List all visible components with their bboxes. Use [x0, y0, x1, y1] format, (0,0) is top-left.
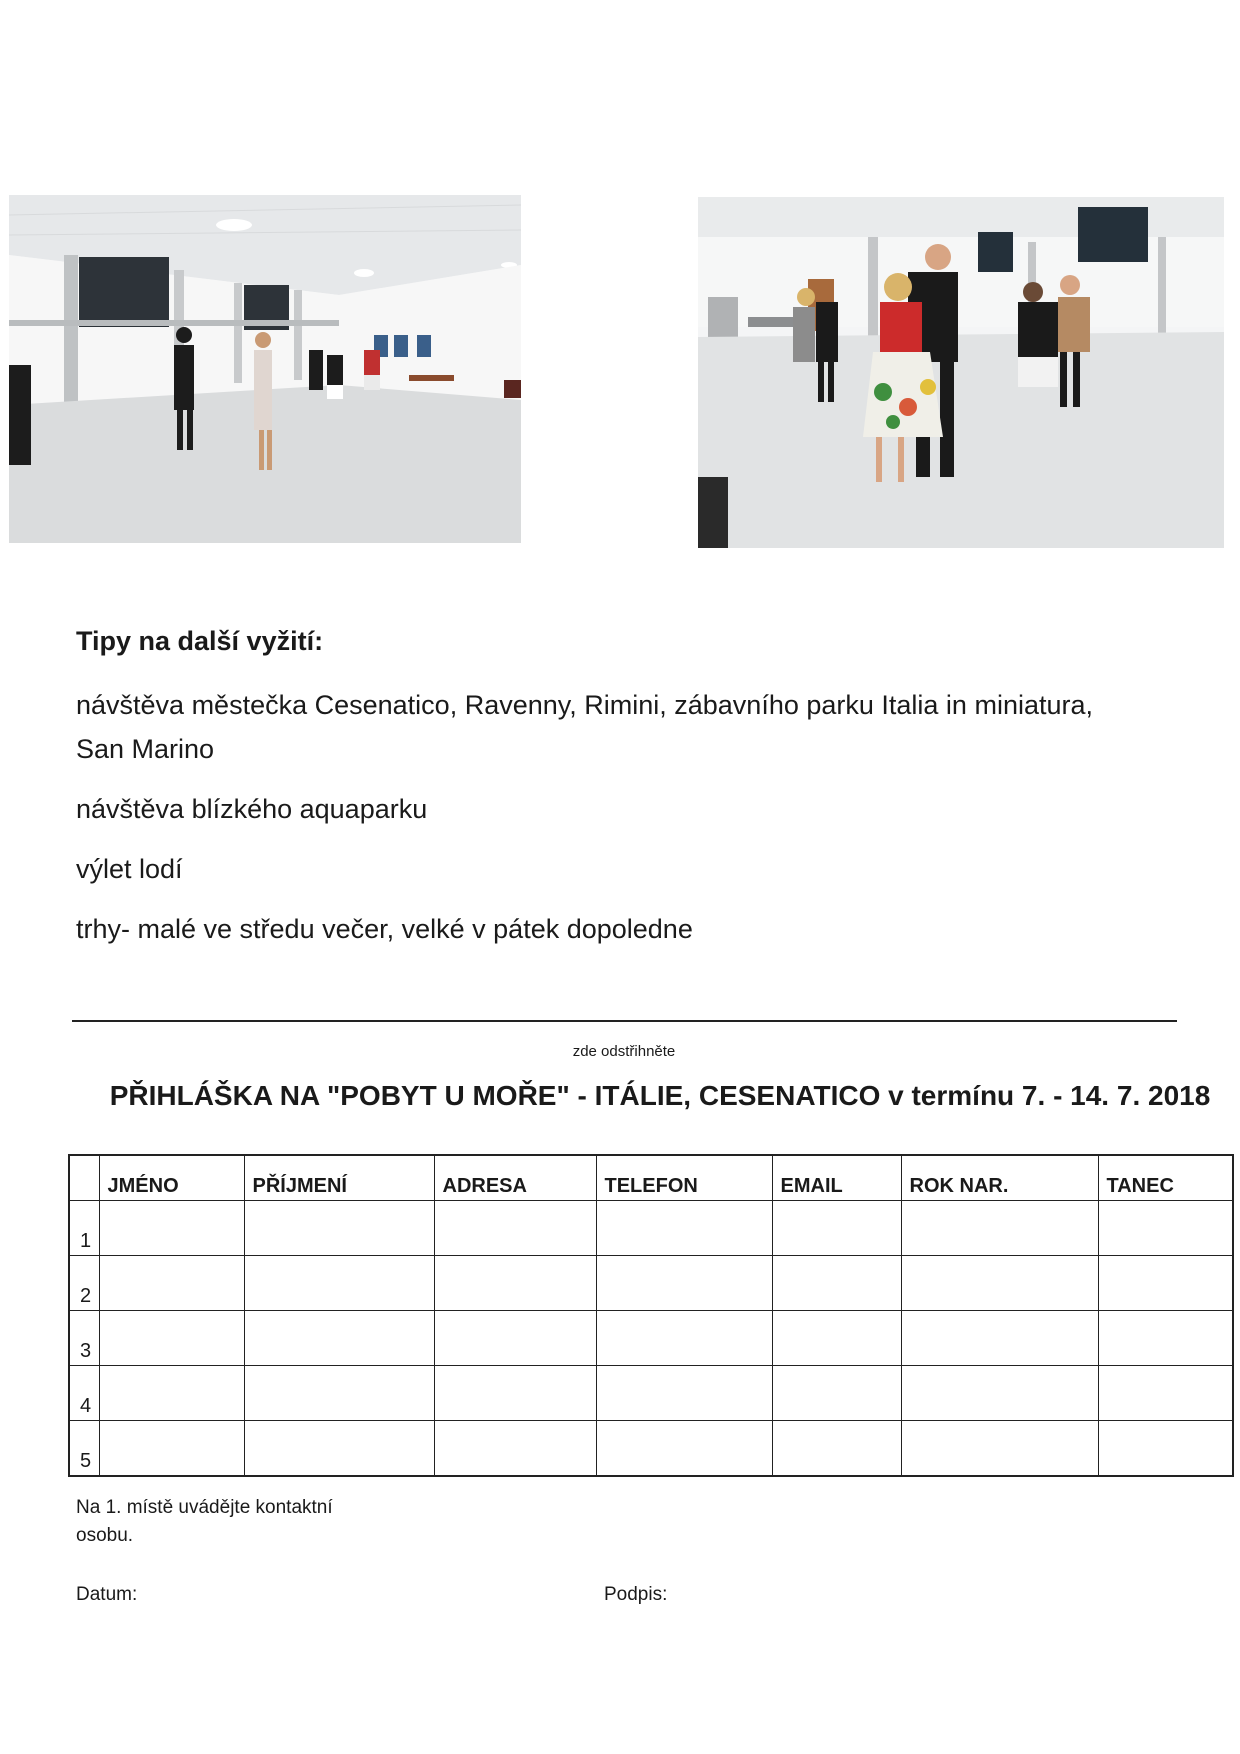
tips-heading: Tipy na další vyžití: [76, 626, 324, 656]
telefon-cell[interactable] [596, 1421, 772, 1477]
table-row [69, 1366, 1233, 1421]
row-number: 5 [69, 1421, 99, 1477]
row-number-header [69, 1155, 99, 1201]
telefon-cell[interactable] [596, 1366, 772, 1421]
prijmeni-cell[interactable] [244, 1201, 434, 1256]
prijmeni-cell[interactable] [244, 1366, 434, 1421]
cut-here-label: zde odstřihněte [572, 1043, 676, 1060]
tanec-cell[interactable] [1098, 1256, 1233, 1311]
table-row [69, 1201, 1233, 1256]
cut-line-divider [72, 1020, 1177, 1022]
telefon-cell[interactable] [596, 1256, 772, 1311]
contact-person-note-text: Na 1. místě uvádějte kontaktní osobu. [76, 1497, 333, 1546]
row-number: 1 [69, 1201, 99, 1256]
tanec-cell[interactable] [1098, 1366, 1233, 1421]
jmeno-cell[interactable] [99, 1366, 244, 1421]
column-header-tanec: TANEC [1098, 1155, 1233, 1201]
tips-item: trhy- malé ve středu večer, velké v pátek dopoledne [76, 914, 693, 945]
tips-item: návštěva blízkého aquaparku [76, 794, 428, 825]
tips-item: návštěva městečka Cesenatico, Ravenny, Rimini, zábavního parku Italia in miniatura, San Marino [76, 690, 1093, 765]
column-header-email: EMAIL [772, 1155, 901, 1201]
tanec-cell[interactable] [1098, 1421, 1233, 1477]
contact-person-note [76, 1494, 376, 1550]
column-header-prijmeni: PŘÍJMENÍ [244, 1155, 434, 1201]
table-row [69, 1421, 1233, 1477]
adresa-cell[interactable] [434, 1311, 596, 1366]
dance-hall-photo-left [9, 195, 521, 543]
tips-section [76, 625, 1136, 967]
jmeno-cell[interactable] [99, 1256, 244, 1311]
dance-hall-photo-right [698, 197, 1224, 548]
telefon-cell[interactable] [596, 1201, 772, 1256]
prijmeni-cell[interactable] [244, 1311, 434, 1366]
date-label: Datum: [76, 1584, 138, 1605]
table-header-row [69, 1155, 1233, 1201]
email-cell[interactable] [772, 1311, 901, 1366]
rok-nar-cell[interactable] [901, 1421, 1098, 1477]
adresa-cell[interactable] [434, 1201, 596, 1256]
email-cell[interactable] [772, 1366, 901, 1421]
adresa-cell[interactable] [434, 1366, 596, 1421]
row-number: 3 [69, 1311, 99, 1366]
tips-item: výlet lodí [76, 854, 183, 885]
tanec-cell[interactable] [1098, 1201, 1233, 1256]
registration-table [68, 1154, 1234, 1477]
registration-form-title: PŘIHLÁŠKA NA "POBYT U MOŘE" - ITÁLIE, CESENATICO v termínu 7. - 14. 7. 2018 [109, 1080, 1211, 1111]
jmeno-cell[interactable] [99, 1421, 244, 1477]
jmeno-cell[interactable] [99, 1311, 244, 1366]
signature-label: Podpis: [604, 1584, 668, 1605]
tanec-cell[interactable] [1098, 1311, 1233, 1366]
rok-nar-cell[interactable] [901, 1201, 1098, 1256]
rok-nar-cell[interactable] [901, 1311, 1098, 1366]
adresa-cell[interactable] [434, 1421, 596, 1477]
rok-nar-cell[interactable] [901, 1366, 1098, 1421]
rok-nar-cell[interactable] [901, 1256, 1098, 1311]
telefon-cell[interactable] [596, 1311, 772, 1366]
prijmeni-cell[interactable] [244, 1421, 434, 1477]
column-header-rok-nar: ROK NAR. [901, 1155, 1098, 1201]
jmeno-cell[interactable] [99, 1201, 244, 1256]
column-header-adresa: ADRESA [434, 1155, 596, 1201]
email-cell[interactable] [772, 1256, 901, 1311]
email-cell[interactable] [772, 1421, 901, 1477]
row-number: 2 [69, 1256, 99, 1311]
table-row [69, 1256, 1233, 1311]
adresa-cell[interactable] [434, 1256, 596, 1311]
column-header-jmeno: JMÉNO [99, 1155, 244, 1201]
email-cell[interactable] [772, 1201, 901, 1256]
column-header-telefon: TELEFON [596, 1155, 772, 1201]
table-row [69, 1311, 1233, 1366]
prijmeni-cell[interactable] [244, 1256, 434, 1311]
row-number: 4 [69, 1366, 99, 1421]
